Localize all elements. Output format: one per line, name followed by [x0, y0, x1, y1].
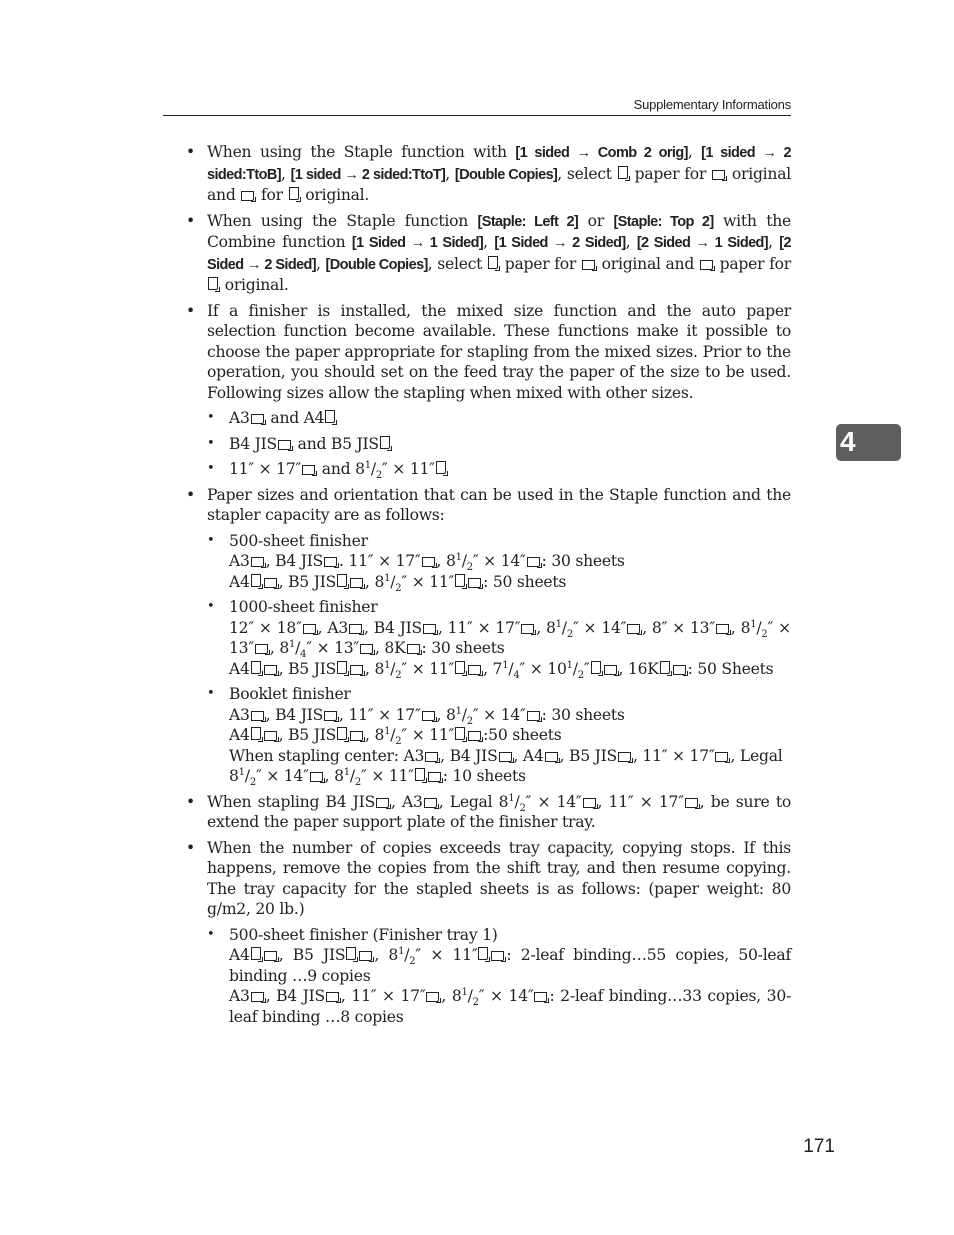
- paper-landscape-icon: [426, 992, 440, 1002]
- paper-landscape-icon: [468, 731, 482, 741]
- paper-portrait-icon: [289, 187, 300, 201]
- text: , select: [557, 164, 617, 183]
- text: A4: [229, 572, 250, 591]
- list-item: [207, 459, 791, 480]
- text: , 8K: [375, 639, 406, 657]
- text: ,: [316, 254, 326, 273]
- paper-portrait-icon: [455, 661, 466, 675]
- text: original.: [300, 186, 370, 204]
- paper-landscape-icon: [627, 624, 641, 634]
- fraction-den: 2: [566, 628, 573, 640]
- text: , 8: [365, 572, 385, 591]
- size-line: [229, 746, 791, 787]
- text: /: [561, 618, 567, 637]
- list-item: [207, 408, 791, 429]
- fraction-den: 2: [761, 628, 768, 640]
- fraction-num: 1: [238, 766, 245, 778]
- size-line: [229, 705, 791, 726]
- text: , 11″ × 17″: [341, 987, 426, 1005]
- text: ,: [625, 233, 637, 251]
- text: /: [508, 659, 514, 678]
- text: , 8: [269, 639, 290, 657]
- text: B4 JIS: [229, 434, 277, 453]
- text: /: [514, 792, 520, 811]
- text: , 7: [483, 659, 503, 678]
- text: , 16K: [618, 659, 659, 678]
- text: /: [461, 705, 467, 724]
- paper-portrait-icon: [251, 661, 262, 675]
- text: /: [390, 659, 396, 678]
- text: /: [295, 639, 301, 657]
- text: A3: [229, 705, 250, 724]
- text: :50 sheets: [483, 726, 562, 744]
- text: : 50 sheets: [483, 572, 567, 591]
- bullet-staple-comb: [186, 142, 791, 206]
- paper-landscape-icon: [583, 798, 597, 808]
- text: ″ × 11″: [415, 946, 478, 964]
- text: : 30 sheets: [541, 705, 625, 724]
- paper-landscape-icon: [303, 624, 317, 634]
- paper-landscape-icon: [715, 752, 729, 762]
- paper-landscape-icon: [350, 665, 364, 675]
- text: ,: [687, 143, 702, 161]
- paper-landscape-icon: [716, 624, 730, 634]
- key-label: [Staple: Left 2]: [477, 213, 579, 230]
- paper-landscape-icon: [350, 578, 364, 588]
- text: : 30 sheets: [421, 639, 505, 657]
- list-item-500-finisher: [207, 531, 791, 593]
- text: paper for: [714, 254, 791, 273]
- paper-landscape-icon: [407, 644, 421, 654]
- fraction-num: 1: [289, 638, 296, 650]
- paper-landscape-icon: [251, 557, 265, 567]
- text: A4: [229, 946, 250, 964]
- text: ″ × 14″: [472, 705, 526, 724]
- paper-portrait-icon: [660, 661, 671, 675]
- bullet-staple-combine: [186, 211, 791, 296]
- paper-landscape-icon: [264, 665, 278, 675]
- text: , Legal 8: [438, 792, 509, 811]
- paper-portrait-icon: [346, 947, 357, 961]
- paper-landscape-icon: [468, 665, 482, 675]
- text: /: [572, 659, 578, 678]
- text: , 8: [374, 946, 399, 964]
- text: original and: [596, 254, 699, 273]
- text: A3: [229, 409, 250, 427]
- key-label: [1 sided → 2 sided:TtoT]: [290, 166, 446, 183]
- text: /: [756, 618, 762, 637]
- text: ″ × 14″: [472, 552, 526, 570]
- paper-portrait-icon: [618, 166, 629, 180]
- paper-portrait-icon: [337, 727, 348, 741]
- text: 12″ × 18″: [229, 618, 302, 637]
- paper-landscape-icon: [251, 414, 265, 424]
- text: /: [349, 767, 355, 785]
- paper-portrait-icon: [337, 574, 348, 588]
- text: and B5 JIS: [292, 434, 379, 453]
- size-line: [229, 986, 791, 1027]
- text: with the Combine function: [207, 211, 791, 251]
- text: , 8″ × 13″: [642, 618, 715, 637]
- text: , B4 JIS: [265, 705, 324, 724]
- running-header: Supplementary Informations: [163, 96, 791, 116]
- text: Paper sizes and orientation that can be used in the Staple function and the stapler capacity are as follows:: [207, 485, 791, 524]
- fraction-den: 2: [577, 669, 584, 681]
- fraction-num: 1: [384, 572, 391, 584]
- text: A3: [229, 987, 250, 1005]
- text: , 11″ × 17″: [339, 705, 421, 724]
- key-label: [1 Sided → 1 Sided]: [351, 235, 484, 251]
- text: , B5 JIS: [278, 946, 346, 964]
- paper-landscape-icon: [499, 752, 513, 762]
- paper-landscape-icon: [618, 752, 632, 762]
- text: paper for: [499, 254, 581, 273]
- paper-landscape-icon: [264, 951, 278, 961]
- paper-portrait-icon: [436, 461, 447, 475]
- paper-landscape-icon: [527, 557, 541, 567]
- text: /: [390, 572, 396, 591]
- paper-landscape-icon: [700, 260, 714, 270]
- paper-landscape-icon: [264, 731, 278, 741]
- paper-landscape-icon: [468, 578, 482, 588]
- text: /: [461, 552, 467, 570]
- paper-landscape-icon: [324, 711, 338, 721]
- text: A4: [229, 726, 250, 744]
- text: , A4: [513, 746, 544, 765]
- text: , 8: [441, 987, 462, 1005]
- text: , select: [427, 254, 487, 273]
- paper-landscape-icon: [255, 644, 269, 654]
- bullet-tray-capacity: [186, 838, 791, 1028]
- fraction-den: 2: [466, 715, 473, 727]
- paper-portrait-icon: [251, 574, 262, 588]
- paper-landscape-icon: [251, 711, 265, 721]
- text: ,: [280, 164, 291, 183]
- key-label: [Double Copies]: [454, 166, 558, 183]
- text: ″ × 11″: [401, 659, 455, 678]
- text: , B4 JIS: [265, 987, 325, 1005]
- text: ″ × 14″: [478, 987, 534, 1005]
- fraction-den: 4: [300, 649, 307, 661]
- bullet-paper-sizes: [186, 485, 791, 787]
- text: /: [404, 946, 410, 964]
- fraction-num: 1: [384, 725, 391, 737]
- paper-landscape-icon: [349, 624, 363, 634]
- fraction-den: 2: [466, 562, 473, 574]
- paper-landscape-icon: [491, 951, 505, 961]
- list-item-1000-finisher: [207, 597, 791, 679]
- paper-landscape-icon: [251, 992, 265, 1002]
- size-text: [229, 618, 791, 661]
- text: • 1000-sheet finisher: [229, 598, 378, 616]
- paper-landscape-icon: [310, 772, 324, 782]
- paper-portrait-icon: [415, 768, 426, 782]
- text: and 8: [317, 460, 365, 478]
- paper-landscape-icon: [241, 191, 255, 201]
- text: , 8: [365, 726, 385, 744]
- size-line: [229, 551, 791, 572]
- fraction-num: 1: [455, 551, 462, 563]
- text: ″ × 14″: [255, 767, 309, 785]
- paper-landscape-icon: [326, 992, 340, 1002]
- key-label: [1 sided → 2 sided:TtoB]: [207, 145, 792, 183]
- text: : 2-leaf binding…55 copies, 50-leaf binding …9 copies: [229, 946, 791, 985]
- text: A3: [229, 552, 250, 570]
- text: /: [467, 987, 473, 1005]
- text: original.: [220, 276, 289, 294]
- key-label: [2 Sided → 1 Sided]: [636, 235, 769, 251]
- text: ″ × 11″: [401, 572, 455, 591]
- text: , B4 JIS: [440, 746, 498, 765]
- key-label: [Double Copies]: [325, 256, 428, 273]
- text: for: [256, 186, 288, 204]
- fraction-num: 1: [750, 618, 757, 630]
- paper-portrait-icon: [337, 661, 348, 675]
- paper-portrait-icon: [488, 256, 499, 270]
- text: ″ × 11″: [401, 726, 455, 744]
- text: ″ × 14″: [572, 618, 627, 637]
- text: , B5 JIS: [559, 746, 617, 765]
- fraction-num: 1: [461, 986, 468, 998]
- fraction-den: 2: [519, 802, 526, 814]
- text: , 8: [730, 618, 751, 637]
- size-line: [229, 945, 791, 986]
- text: • Booklet finisher: [229, 685, 351, 703]
- text: , B5 JIS: [278, 572, 337, 591]
- paper-landscape-icon: [324, 557, 338, 567]
- text: paper for: [629, 164, 711, 183]
- paper-portrait-icon: [380, 436, 391, 450]
- paper-landscape-icon: [360, 644, 374, 654]
- text: , be sure to extend the paper support plate of the finisher tray.: [207, 792, 791, 831]
- text: ,: [483, 233, 495, 251]
- fraction-den: 2: [395, 669, 402, 681]
- fraction-num: 1: [502, 659, 509, 671]
- paper-landscape-icon: [424, 798, 438, 808]
- paper-landscape-icon: [422, 711, 436, 721]
- fraction-num: 1: [455, 705, 462, 717]
- text: , 11″ × 17″: [632, 746, 715, 765]
- text: , A3: [391, 792, 423, 811]
- fraction-num: 1: [398, 945, 405, 957]
- text: and A4: [265, 409, 325, 427]
- paper-portrait-icon: [591, 661, 602, 675]
- paper-landscape-icon: [264, 578, 278, 588]
- fraction-num: 1: [555, 618, 562, 630]
- fraction-num: 1: [508, 792, 515, 804]
- text: , 11″ × 17″: [597, 792, 684, 811]
- fraction-den: 2: [395, 736, 402, 748]
- paper-portrait-icon: [251, 727, 262, 741]
- bullet-mixed-size: [186, 301, 791, 480]
- paper-landscape-icon: [359, 951, 373, 961]
- text: If a finisher is installed, the mixed size function and the auto paper selection function become available. These functions make it possible to choose the paper appropriate for stapling from the mixed sizes. Prior to the operation, you should set on the feed tray the paper of the size to be used. Following sizes allow the stapling when mixed with other sizes.: [207, 301, 791, 402]
- paper-portrait-icon: [325, 410, 336, 424]
- text: ″ × 11″: [382, 460, 435, 478]
- paper-landscape-icon: [545, 752, 559, 762]
- size-line: [229, 659, 791, 680]
- size-line: [229, 725, 791, 746]
- text: , B4 JIS: [364, 618, 422, 637]
- text: ″ × 10: [519, 659, 567, 678]
- text: , B5 JIS: [278, 659, 337, 678]
- paper-landscape-icon: [376, 798, 390, 808]
- text: When stapling B4 JIS: [207, 792, 376, 811]
- key-label: [1 sided → Comb 2 orig]: [515, 145, 688, 161]
- fraction-den: 2: [409, 956, 416, 968]
- text: /: [390, 726, 396, 744]
- main-content: [186, 142, 791, 1032]
- paper-portrait-icon: [478, 947, 489, 961]
- text: , B5 JIS: [278, 726, 337, 744]
- text: • 500-sheet finisher: [229, 531, 368, 550]
- bullet-support-plate: [186, 792, 791, 833]
- text: : 30 sheets: [541, 552, 625, 570]
- fraction-num: 1: [364, 459, 371, 471]
- size-line: [229, 572, 791, 593]
- text: ″: [583, 659, 590, 678]
- chapter-tab: [836, 424, 901, 461]
- text: . 11″ × 17″: [339, 552, 421, 570]
- paper-landscape-icon: [712, 170, 726, 180]
- text: When stapling center: A3: [229, 746, 425, 765]
- text: When the number of copies exceeds tray capacity, copying stops. If this happens, remove the copies from the shift tray, and then resume copying. The tray capacity for the stapled sheets is as follows: (paper weight: 80 g/m2, 20 lb.): [207, 838, 791, 918]
- paper-portrait-icon: [208, 277, 219, 291]
- paper-landscape-icon: [534, 992, 548, 1002]
- list-item-booklet-finisher: [207, 684, 791, 787]
- fraction-den: 4: [513, 669, 520, 681]
- key-label: [2 Sided → 2 Sided]: [207, 235, 791, 273]
- fraction-den: 2: [375, 470, 383, 482]
- fraction-den: 2: [472, 997, 479, 1009]
- paper-landscape-icon: [423, 624, 437, 634]
- fraction-den: 2: [354, 777, 362, 789]
- fraction-den: 2: [249, 777, 256, 789]
- text: When using the Staple function: [207, 211, 478, 230]
- paper-landscape-icon: [428, 772, 442, 782]
- key-label: [1 Sided → 2 Sided]: [494, 235, 626, 251]
- text: or: [578, 211, 614, 230]
- page-number: 171: [803, 1136, 835, 1157]
- text: ″ × 14″: [525, 792, 582, 811]
- text: , B4 JIS: [265, 552, 324, 570]
- text: original and: [207, 164, 791, 204]
- paper-portrait-icon: [251, 947, 262, 961]
- paper-landscape-icon: [425, 752, 439, 762]
- paper-landscape-icon: [422, 557, 436, 567]
- text: , Legal 8: [229, 746, 783, 785]
- list-item: [207, 434, 791, 455]
- text: • 500-sheet finisher (Finisher tray 1): [229, 925, 498, 944]
- fraction-num: 1: [343, 766, 350, 778]
- paper-landscape-icon: [527, 711, 541, 721]
- text: , 8: [436, 552, 456, 570]
- text: ″ × 13″: [306, 639, 360, 657]
- paper-landscape-icon: [521, 624, 535, 634]
- text: : 50 Sheets: [687, 659, 774, 678]
- fraction-num: 1: [384, 659, 391, 671]
- paper-portrait-icon: [455, 574, 466, 588]
- chapter-number: 4: [840, 426, 856, 457]
- paper-landscape-icon: [604, 665, 618, 675]
- text: , 8: [536, 618, 556, 637]
- text: , 8: [436, 705, 456, 724]
- text: /: [244, 767, 250, 785]
- paper-portrait-icon: [455, 727, 466, 741]
- text: A4: [229, 659, 250, 678]
- text: : 10 sheets: [442, 767, 526, 785]
- text: ″ × 13″: [229, 618, 791, 657]
- key-label: [Staple: Top 2]: [613, 213, 714, 230]
- text: /: [370, 460, 376, 478]
- text: , 8: [324, 767, 344, 785]
- fraction-den: 2: [395, 582, 402, 594]
- paper-landscape-icon: [302, 465, 316, 475]
- paper-landscape-icon: [673, 665, 687, 675]
- text: When using the Staple function with: [207, 143, 516, 161]
- list-item-finisher-tray: [207, 925, 791, 1028]
- paper-landscape-icon: [350, 731, 364, 741]
- paper-landscape-icon: [278, 440, 292, 450]
- paper-landscape-icon: [582, 260, 596, 270]
- fraction-num: 1: [566, 659, 573, 671]
- text: , 8: [365, 659, 385, 678]
- text: ,: [768, 233, 780, 251]
- text: ″ × 11″: [361, 767, 414, 785]
- text: ,: [445, 164, 455, 183]
- paper-landscape-icon: [685, 798, 699, 808]
- text: 11″ × 17″: [229, 460, 302, 478]
- text: , A3: [317, 618, 349, 637]
- text: : 2-leaf binding…33 copies, 30-leaf binding …8 copies: [229, 987, 792, 1026]
- text: , 11″ × 17″: [437, 618, 521, 637]
